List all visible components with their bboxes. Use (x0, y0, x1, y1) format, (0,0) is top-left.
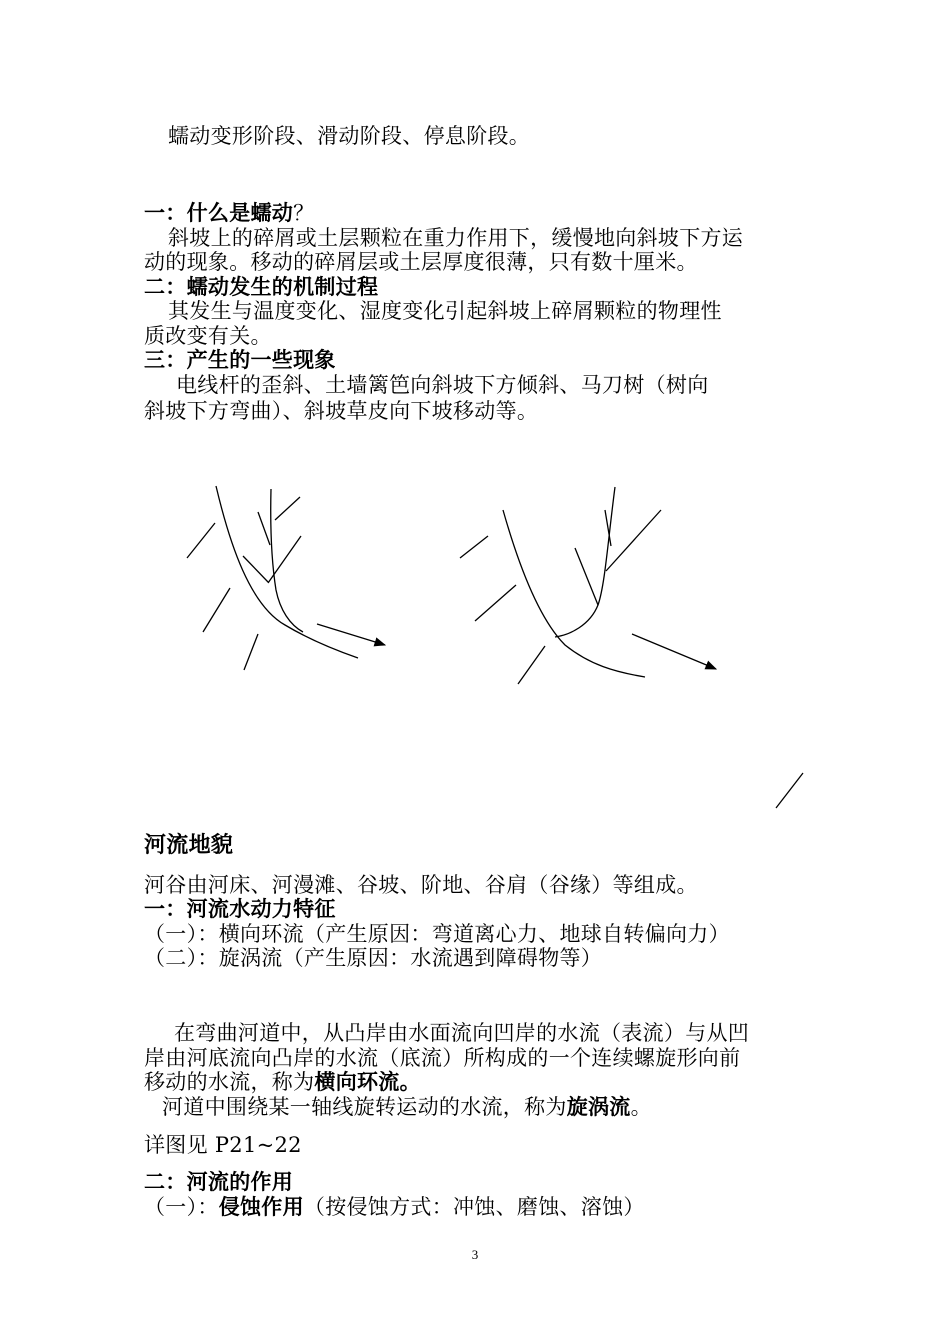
transverse-circulation-line: （一）：横向环流（产生原因：弯道离心力、地球自转偏向力） (144, 922, 730, 946)
heading-phenomena: 三：产生的一些现象 (144, 348, 336, 372)
vortex-flow-line: （二）：旋涡流（产生原因：水流遇到障碍物等） (144, 946, 603, 970)
creep-definition-line-2: 动的现象。移动的碎屑层或土层厚度很薄，只有数十厘米。 (144, 250, 698, 274)
creep-stages-line: 蠕动变形阶段、滑动阶段、停息阶段。 (168, 124, 531, 148)
right-tree-sketch (460, 487, 803, 808)
heading-hydrodynamics: 一：河流水动力特征 (144, 897, 336, 921)
mechanism-line-1: 其发生与温度变化、湿度变化引起斜坡上碎屑颗粒的物理性 (168, 299, 722, 323)
erosion-line: （一）：侵蚀作用（按侵蚀方式：冲蚀、磨蚀、溶蚀） (144, 1195, 645, 1219)
heading-what-is-creep: 一：什么是蠕动？ (144, 201, 315, 225)
phenomena-line-1: 电线杆的歪斜、土墙篱笆向斜坡下方倾斜、马刀树（树向 (176, 373, 709, 397)
left-tree-sketch (187, 486, 385, 670)
vortex-definition-line: 河道中围绕某一轴线旋转运动的水流，称为旋涡流。 (162, 1095, 652, 1119)
mechanism-line-2: 质改变有关。 (144, 324, 272, 348)
creep-definition-line-1: 斜坡上的碎屑或土层颗粒在重力作用下，缓慢地向斜坡下方运 (168, 226, 744, 250)
figure-reference-line: 详图见 P21~22 (144, 1133, 302, 1157)
valley-composition-line: 河谷由河床、河漫滩、谷坡、阶地、谷肩（谷缘）等组成。 (144, 873, 698, 897)
phenomena-line-2: 斜坡下方弯曲）、斜坡草皮向下坡移动等。 (144, 399, 539, 423)
transverse-definition-line-3: 移动的水流，称为横向环流。 (144, 1070, 421, 1094)
transverse-definition-line-1: 在弯曲河道中，从凸岸由水面流向凹岸的水流（表流）与从凹 (174, 1021, 750, 1045)
heading-river-action: 二：河流的作用 (144, 1170, 294, 1194)
section-title-river-landform: 河流地貌 (144, 833, 234, 858)
page-number: 3 (471, 1247, 479, 1262)
transverse-definition-line-2: 岸由河底流向凸岸的水流（底流）所构成的一个连续螺旋形向前 (144, 1046, 741, 1070)
heading-creep-mechanism: 二：蠕动发生的机制过程 (144, 275, 379, 299)
